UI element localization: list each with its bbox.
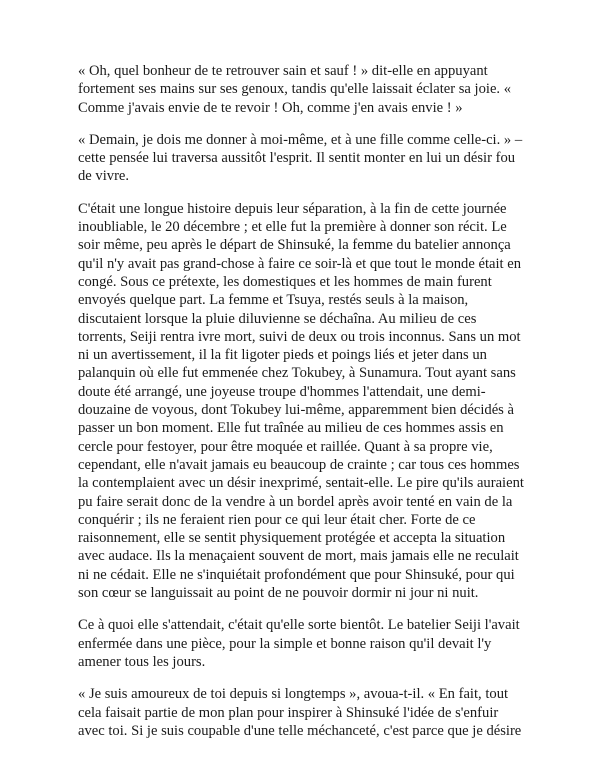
paragraph-5: « Je suis amoureux de toi depuis si longtemps », avoua-t-il. « En fait, tout cela faisait partie de mon plan pour inspirer à Shinsuké l'idée de s'enfuir avec toi. Si je suis coupable d'une telle méchanceté, c'est parce que je désire	[78, 686, 522, 739]
paragraph-3: C'était une longue histoire depuis leur séparation, à la fin de cette journée inoubliable, le 20 décembre ; et elle fut la première à donner son récit. Le soir même, peu après le départ de Shinsuké, la femme du batelier annonça qu'il n'y avait pas grand-chose à faire ce soir-là et que tout le monde était en congé. Sous ce prétexte, les domestiques et les hommes de main furent envoyés quelque part. La femme et Tsuya, restés seuls à la maison, discutaient lorsque la pluie diluvienne se déchaîna. Au milieu de ces torrents, Seiji rentra ivre mort, suivi de deux ou trois inconnus. Sans un mot ni un avertissement, il la fit ligoter pieds et poings liés et jeter dans un palanquin où elle fut emmenée chez Tokubey, à Sunamura. Tout ayant sans doute été arrangé, une joyeuse troupe d'hommes l'attendait, une demi-douzaine de voyous, dont Tokubey lui-même, apparemment bien décidés à passer un bon moment. Elle fut traînée au milieu de ces hommes assis en cercle pour festoyer, pour être moquée et raillée. Quant à sa propre vie, cependant, elle n'avait jamais eu beaucoup de crainte ; car tous ces hommes la contemplaient avec un désir inexprimé, sentait-elle. Le pire qu'ils auraient pu faire serait donc de la vendre à un bordel après avoir tenté en vain de la conquérir ; ils ne feraient rien pour ce qui leur était cher. Forte de ce raisonnement, elle se sentit physiquement protégée et accepta la situation avec audace. Ils la menaçaient souvent de mort, mais jamais elle ne reculait ni ne cédait. Elle ne s'inquiétait profondément que pour Shinsuké, pour qui son cœur se languissait au point de ne pouvoir dormir ni jour ni nuit.	[78, 200, 524, 602]
paragraph-1: « Oh, quel bonheur de te retrouver sain et sauf ! » dit-elle en appuyant fortement ses mains sur ses genoux, tandis qu'elle laissait éclater sa joie. « Comme j'avais envie de te revoir ! Oh, comme j'en avais envie ! »	[78, 63, 512, 116]
paragraph-2: « Demain, je dois me donner à moi-même, et à une fille comme celle-ci. » – cette pensée lui traversa aussitôt l'esprit. Il sentit monter en lui un désir fou de vivre.	[78, 131, 523, 185]
paragraph-4: Ce à quoi elle s'attendait, c'était qu'elle sorte bientôt. Le batelier Seiji l'avait enfermée dans une pièce, pour la simple et bonne raison qu'il devait l'y amener tous les jours.	[78, 617, 520, 670]
document-page	[78, 62, 528, 754]
